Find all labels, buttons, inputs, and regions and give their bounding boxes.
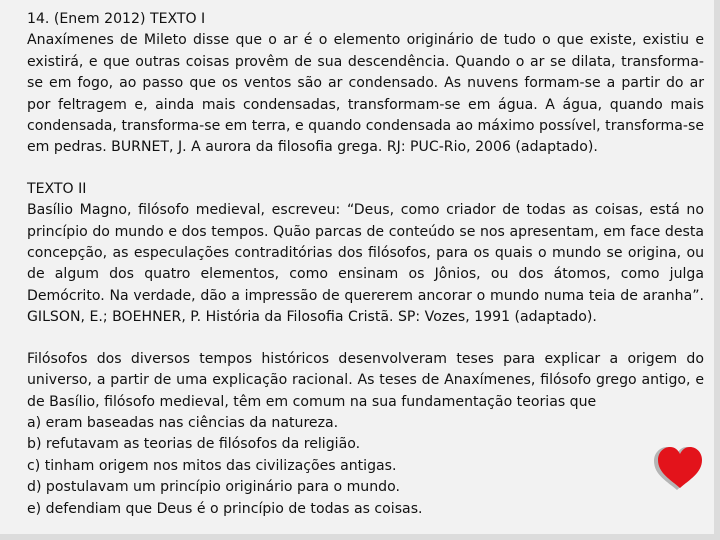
question-prompt: Filósofos dos diversos tempos históricos desenvolveram teses para explicar a origem do universo, a partir de uma explicação racional. As teses de Anaxímenes, filósofo grego antigo, e de Basílio, filósofo medieval, têm em comum na sua fundamentação teorias que (27, 350, 704, 410)
text-2: Basílio Magno, filósofo medieval, escreveu: “Deus, como criador de todas as coisas, está no princípio do mundo e dos tempos. Quão parcas de conteúdo se nos apresentam, em face desta concepção, as especulações contraditórias dos filósofos, para os quais o mundo se origina, ou de algum dos quatro elementos, como ensinam os Jônios, ou dos átomos, como julga Demócrito. Na verdade, dão a impressão de quererem ancorar o mundo numa teia de aranha”. GILSON, E.; BOEHNER, P. História da Filosofia Cristã. SP: Vozes, 1991 (adaptado). (27, 202, 704, 326)
option-d[interactable]: d) postulavam um princípio originário para o mundo. (27, 479, 400, 496)
option-c[interactable]: c) tinham origem nos mitos das civilizações antigas. (27, 457, 397, 474)
option-e[interactable]: e) defendiam que Deus é o princípio de todas as coisas. (27, 500, 423, 517)
question-content (27, 9, 704, 520)
text-2-heading: TEXTO II (27, 180, 87, 197)
text-1: Anaxímenes de Mileto disse que o ar é o elemento originário de tudo o que existe, existiu e existirá, e que outras coisas provêm de sua descendência. Quando o ar se dilata, transforma-se em fogo, ao passo que os ventos são ar condensado. As nuvens formam-se a partir do ar por feltragem e, ainda mais condensadas, transformam-se em água. A água, quando mais condensada, transforma-se em terra, e quando condensada ao máximo possível, transforma-se em pedras. BURNET, J. A aurora da filosofia grega. RJ: PUC-Rio, 2006 (adaptado). (27, 32, 704, 156)
option-a[interactable]: a) eram baseadas nas ciências da natureza. (27, 414, 339, 431)
option-b[interactable]: b) refutavam as teorias de filósofos da religião. (27, 436, 361, 453)
question-header: 14. (Enem 2012) TEXTO I (27, 11, 206, 27)
heart-icon (654, 444, 704, 492)
spacer (27, 329, 704, 349)
spacer (27, 159, 704, 179)
